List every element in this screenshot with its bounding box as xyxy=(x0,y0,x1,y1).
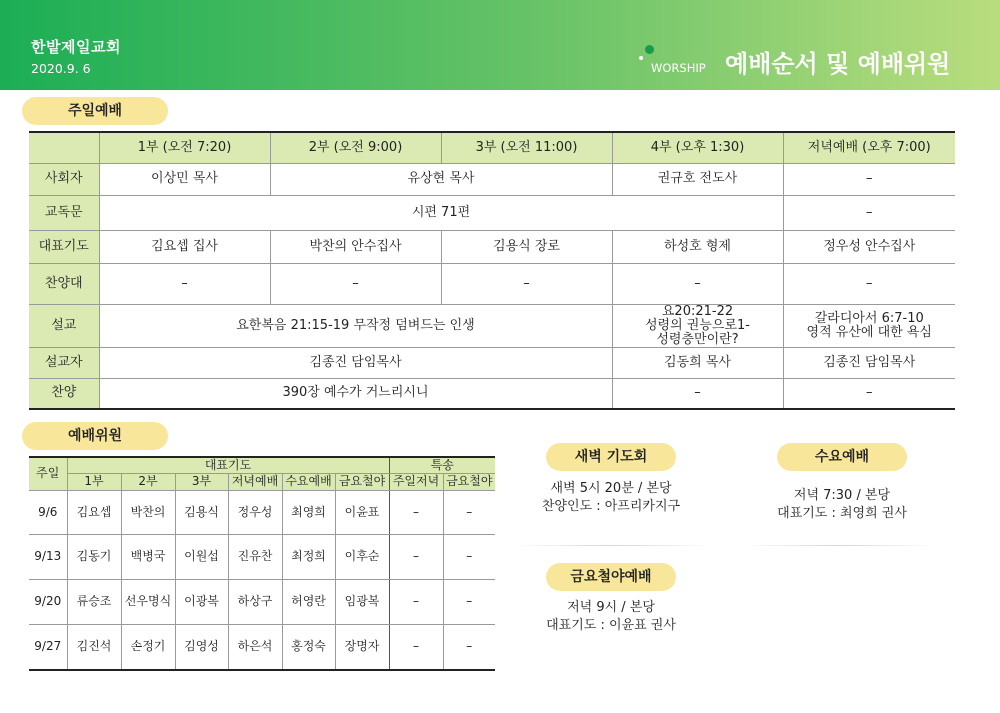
sub-header: 3부 xyxy=(175,473,228,490)
friday-line: 대표기도 : 이윤표 권사 xyxy=(546,618,676,633)
cell: 유상현 목사 xyxy=(270,163,612,195)
sunday-section-title: 주일예배 xyxy=(22,97,168,125)
page-title: 예배순서 및 예배위원 xyxy=(725,50,951,78)
wednesday-line: 저녁 7:30 / 본당 xyxy=(793,488,891,503)
staff-cell: 하은석 xyxy=(228,624,282,670)
staff-cell: – xyxy=(443,579,495,624)
sermon-ref: 갈라디아서 6:7-10 xyxy=(814,310,924,326)
staff-cell: 임광복 xyxy=(335,579,389,624)
staff-cell: 김영성 xyxy=(175,624,228,670)
cell: 김용식 장로 xyxy=(441,230,612,263)
column-header: 2부 (오전 9:00) xyxy=(270,132,441,163)
staff-cell: 정우성 xyxy=(228,490,282,534)
church-name: 한밭제일교회 xyxy=(31,38,121,56)
special-header: 특송 xyxy=(389,457,495,473)
cell: – xyxy=(612,263,783,304)
row-header: 사회자 xyxy=(29,163,99,195)
divider xyxy=(512,545,712,546)
sunday-worship-table xyxy=(29,131,955,410)
row-header: 찬양 xyxy=(29,378,99,409)
staff-cell: 장명자 xyxy=(335,624,389,670)
sub-header: 2부 xyxy=(121,473,175,490)
cell: 시편 71편 xyxy=(99,195,783,230)
cell: – xyxy=(612,378,783,409)
staff-cell: – xyxy=(443,490,495,534)
dawn-line: 찬양인도 : 아프리카지구 xyxy=(541,499,681,514)
sub-header: 1부 xyxy=(67,473,121,490)
sub-header: 금요철야 xyxy=(443,473,495,490)
dawn-prayer-title: 새벽 기도회 xyxy=(546,443,676,471)
sermon-title: 영적 유산에 대한 욕심 xyxy=(806,324,932,340)
wednesday-worship-info xyxy=(752,487,932,523)
cell: – xyxy=(783,163,955,195)
column-header: 1부 (오전 7:20) xyxy=(99,132,270,163)
prayer-header: 대표기도 xyxy=(67,457,389,473)
corner-cell xyxy=(29,132,99,163)
cell: – xyxy=(270,263,441,304)
cell: 권규호 전도사 xyxy=(612,163,783,195)
staff-cell: – xyxy=(389,534,443,579)
cell: – xyxy=(441,263,612,304)
worship-label: WORSHIP xyxy=(651,61,706,75)
staff-cell: 최영희 xyxy=(282,490,335,534)
cell: 김종진 담임목사 xyxy=(783,347,955,378)
staff-cell: – xyxy=(389,490,443,534)
row-header: 찬양대 xyxy=(29,263,99,304)
cell: 정우성 안수집사 xyxy=(783,230,955,263)
friday-line: 저녁 9시 / 본당 xyxy=(567,600,655,615)
dot-icon xyxy=(639,56,643,60)
staff-cell: 허영란 xyxy=(282,579,335,624)
dawn-line: 새벽 5시 20분 / 본당 xyxy=(550,481,672,496)
friday-worship-info xyxy=(521,599,701,635)
cell: 390장 예수가 거느리시니 xyxy=(99,378,612,409)
row-header: 대표기도 xyxy=(29,230,99,263)
staff-cell: 홍정숙 xyxy=(282,624,335,670)
cell: – xyxy=(783,195,955,230)
staff-cell: 손정기 xyxy=(121,624,175,670)
sermon-4-cell xyxy=(612,304,783,347)
staff-cell: 박찬의 xyxy=(121,490,175,534)
bulletin-date: 2020.9. 6 xyxy=(31,61,91,76)
cell: 하성호 형제 xyxy=(612,230,783,263)
row-header: 교독문 xyxy=(29,195,99,230)
sermon-title: 성령충만이란? xyxy=(656,331,739,347)
friday-worship-title: 금요철야예배 xyxy=(546,563,676,591)
cell: 요한복음 21:15-19 무작정 덤벼드는 인생 xyxy=(99,304,612,347)
column-header: 4부 (오후 1:30) xyxy=(612,132,783,163)
sub-header: 수요예배 xyxy=(282,473,335,490)
staff-cell: 진유찬 xyxy=(228,534,282,579)
divider xyxy=(742,545,937,546)
staff-cell: 하상구 xyxy=(228,579,282,624)
staff-cell: 김진석 xyxy=(67,624,121,670)
staff-cell: – xyxy=(443,534,495,579)
sub-header: 금요철야 xyxy=(335,473,389,490)
sermon-title: 성령의 권능으로1- xyxy=(644,317,750,333)
wednesday-line: 대표기도 : 최영희 권사 xyxy=(777,506,907,521)
staff-cell: 김용식 xyxy=(175,490,228,534)
sub-header: 저녁예배 xyxy=(228,473,282,490)
wednesday-worship-title: 수요예배 xyxy=(777,443,907,471)
row-header: 설교 xyxy=(29,304,99,347)
cell: 김요셉 집사 xyxy=(99,230,270,263)
staff-cell: 이윤표 xyxy=(335,490,389,534)
staff-section-title: 예배위원 xyxy=(22,422,168,450)
sermon-evening-cell xyxy=(783,304,955,347)
cell: 김동희 목사 xyxy=(612,347,783,378)
column-header: 저녁예배 (오후 7:00) xyxy=(783,132,955,163)
staff-cell: 최정희 xyxy=(282,534,335,579)
staff-cell: 이후순 xyxy=(335,534,389,579)
staff-cell: 이원섭 xyxy=(175,534,228,579)
date-cell: 9/20 xyxy=(29,579,67,624)
cell: 김종진 담임목사 xyxy=(99,347,612,378)
date-cell: 9/13 xyxy=(29,534,67,579)
cell: 이상민 목사 xyxy=(99,163,270,195)
staff-cell: 류승조 xyxy=(67,579,121,624)
cell: – xyxy=(99,263,270,304)
date-cell: 9/27 xyxy=(29,624,67,670)
cell: 박찬의 안수집사 xyxy=(270,230,441,263)
staff-cell: 백병국 xyxy=(121,534,175,579)
staff-cell: 김동기 xyxy=(67,534,121,579)
staff-cell: 김요셉 xyxy=(67,490,121,534)
cell: – xyxy=(783,378,955,409)
dot-icon xyxy=(645,45,654,54)
cell: – xyxy=(783,263,955,304)
column-header: 3부 (오전 11:00) xyxy=(441,132,612,163)
staff-cell: 선우명식 xyxy=(121,579,175,624)
sub-header: 주일저녁 xyxy=(389,473,443,490)
header-banner xyxy=(0,0,1000,90)
row-header: 설교자 xyxy=(29,347,99,378)
dawn-prayer-info xyxy=(521,480,701,516)
staff-cell: – xyxy=(389,624,443,670)
date-header: 주일 xyxy=(29,457,67,490)
date-cell: 9/6 xyxy=(29,490,67,534)
staff-cell: – xyxy=(389,579,443,624)
worship-staff-table xyxy=(29,456,495,671)
staff-cell: 이광복 xyxy=(175,579,228,624)
staff-cell: – xyxy=(443,624,495,670)
sermon-ref: 요20:21-22 xyxy=(661,303,734,319)
